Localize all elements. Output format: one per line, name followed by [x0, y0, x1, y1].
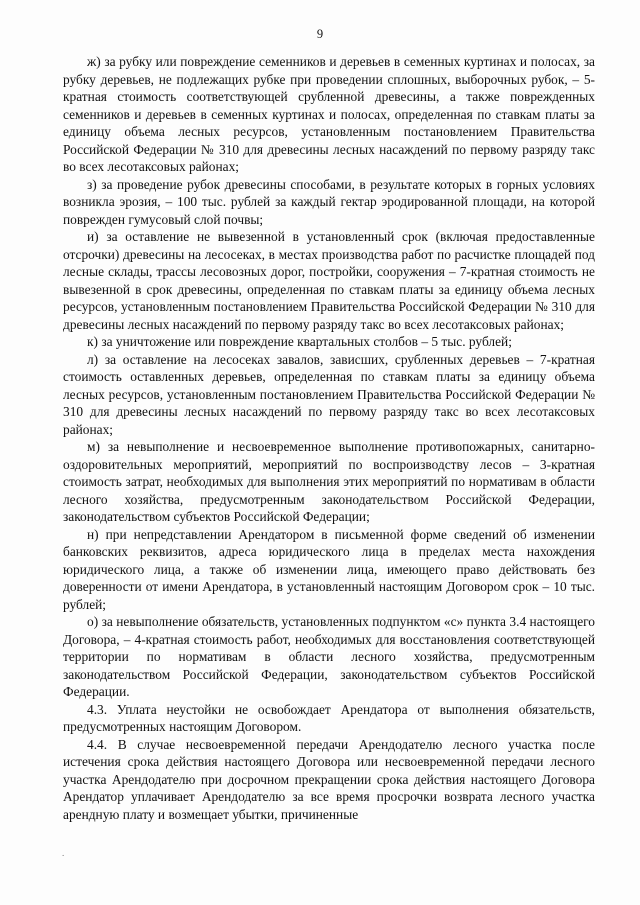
- paragraph-4-4: 4.4. В случае несвоевременной передачи Арендодателю лесного участка после истечения срока действия настоящего Договора или несвоевременной передачи лесного участка Арендодателю при досрочном прекращении срока действия настоящего Договора Арендатор уплачивает Арендодателю за все время просрочки возврата лесного участка арендную плату и возмещает убытки, причиненные: [63, 736, 595, 822]
- document-body: [63, 53, 595, 823]
- paragraph-o: о) за невыполнение обязательств, установленных подпунктом «с» пункта 3.4 настоящего Договора, – 4-кратная стоимость работ, необходимых для восстановления соответствующей территории по нормативам в области лесного хозяйства, предусмотренным законодательством Российской Федерации, законодательством субъектов Российской Федерации.: [63, 614, 595, 699]
- paragraph-4-3: 4.3. Уплата неустойки не освобождает Арендатора от выполнения обязательств, предусмотренных настоящим Договором.: [63, 701, 595, 734]
- footer-mark: .: [62, 848, 65, 858]
- paragraph-zh: ж) за рубку или повреждение семенников и деревьев в семенных куртинах и полосах, за рубку деревьев, не подлежащих рубке при проведении сплошных, выборочных рубок, – 5-кратная стоимость соответствующей срубленной древесины, а также поврежденных семенников и деревьев в семенных куртинах и полосах, определенная по ставкам платы за единицу объема лесных ресурсов, установленным постановлением Правительства Российской Федерации № 310 для древесины лесных насаждений по первому разряду такс во всех лесотаксовых районах;: [63, 54, 595, 174]
- paragraph-n: н) при непредставлении Арендатором в письменной форме сведений об изменении банковских реквизитов, адреса юридического лица в пределах места нахождения юридического лица, а также об изменении лица, имеющего право действовать без доверенности от имени Арендатора, в установленный настоящим Договором срок – 10 тыс. рублей;: [63, 526, 595, 612]
- paragraph-m: м) за невыполнение и несвоевременное выполнение противопожарных, санитарно-оздоровительных мероприятий, мероприятий по воспроизводству лесов – 3-кратная стоимость затрат, необходимых для выполнения этих мероприятий по нормативам в области лесного хозяйства, предусмотренным законодательством Российской Федерации, законодательством субъектов Российской Федерации;: [63, 439, 595, 524]
- page-number: 9: [316, 27, 324, 41]
- paragraph-z: з) за проведение рубок древесины способами, в результате которых в горных условиях возникла эрозия, – 100 тыс. рублей за каждый гектар эродированной площади, на которой поврежден гумусовый слой почвы;: [63, 176, 595, 227]
- paragraph-l: л) за оставление на лесосеках завалов, зависших, срубленных деревьев – 7-кратная стоимость оставленных деревьев, определенная по ставкам платы за единицу объема лесных ресурсов, установленным постановлением Правительства Российской Федерации № 310 для древесины лесных насаждений по первому разряду такс во всех лесотаксовых районах;: [63, 351, 595, 437]
- paragraph-i: и) за оставление не вывезенной в установленный срок (включая предоставленные отсрочки) древесины на лесосеках, в местах производства работ по расчистке площадей под лесные склады, трассы лесовозных дорог, постройки, сооружения – 7-кратная стоимость не вывезенной в срок древесины, определенная по ставкам платы за единицу объема лесных ресурсов, установленным постановлением Правительства Российской Федерации № 310 для древесины лесных насаждений по первому разряду такс во всех лесотаксовых районах;: [63, 229, 595, 332]
- paragraph-k: к) за уничтожение или повреждение квартальных столбов – 5 тыс. рублей;: [87, 334, 512, 349]
